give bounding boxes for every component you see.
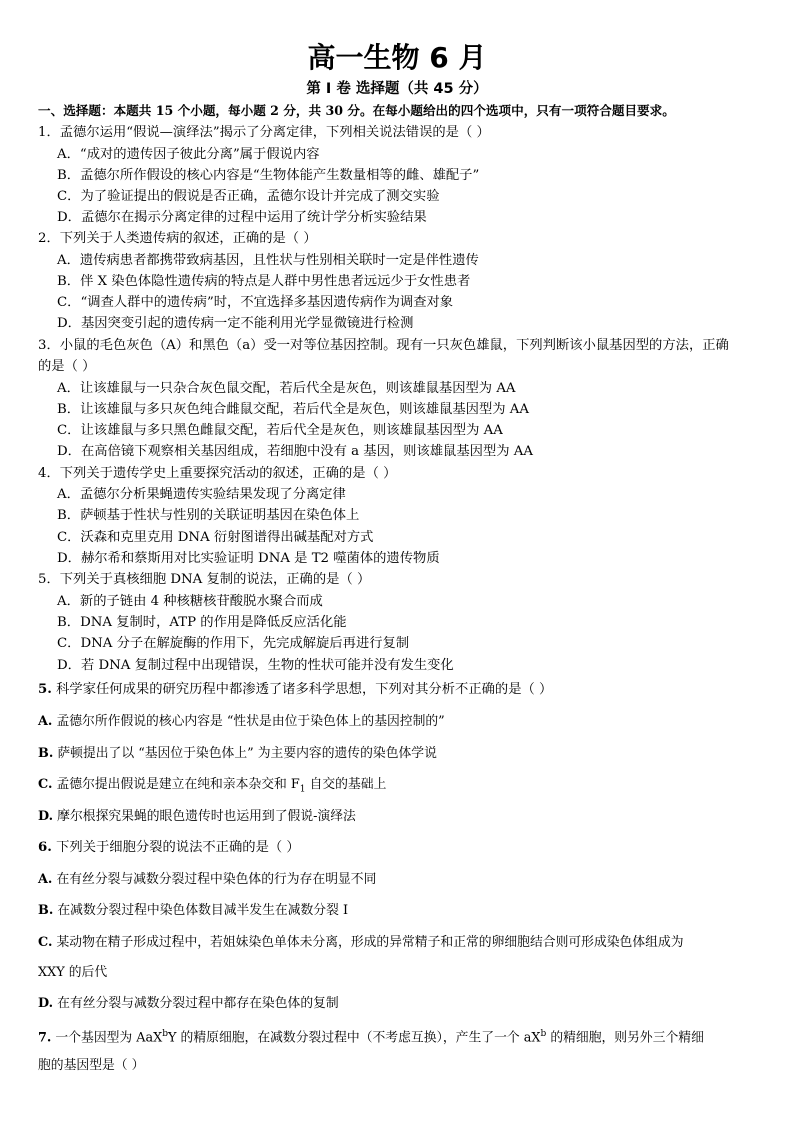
superscript: b bbox=[162, 1029, 169, 1039]
question-3-option-c: C．让该雄鼠与多只黑色雌鼠交配，若后代全是灰色，则该雄鼠基因型为 AA bbox=[57, 423, 503, 438]
question-6-option-a bbox=[38, 870, 376, 889]
question-6-option-c-continued: XXY 的后代 bbox=[38, 965, 108, 980]
superscript: b bbox=[540, 1029, 547, 1039]
question-1-stem: 1．孟德尔运用“假说—演绎法”揭示了分离定律，下列相关说法错误的是（ ） bbox=[38, 125, 490, 140]
question-7-stem bbox=[38, 1025, 704, 1047]
question-4-option-d: D．赫尔希和蔡斯用对比实验证明 DNA 是 T2 噬菌体的遗传物质 bbox=[57, 551, 440, 566]
question-1-option-d: D．孟德尔在揭示分离定律的过程中运用了统计学分析实验结果 bbox=[57, 210, 427, 225]
question-4-option-a: A．孟德尔分析果蝇遗传实验结果发现了分离定律 bbox=[57, 487, 346, 502]
question-5b-stem bbox=[38, 680, 552, 699]
question-text-mid: Y 的精原细胞，在减数分裂过程中（不考虑互换），产生了一个 aX bbox=[168, 1030, 541, 1046]
page-title: 高一生物 6 月 bbox=[307, 41, 487, 74]
question-6-option-c bbox=[38, 933, 684, 952]
option-letter: D. bbox=[38, 996, 54, 1011]
option-text: 在有丝分裂与减数分裂过程中都存在染色体的复制 bbox=[53, 996, 339, 1011]
question-text: 科学家任何成果的研究历程中都渗透了诸多科学思想，下列对其分析不正确的是（ ） bbox=[51, 682, 553, 697]
option-letter: C. bbox=[38, 777, 53, 792]
question-text: 一个基因型为 AaX bbox=[51, 1030, 163, 1046]
option-text: 某动物在精子形成过程中，若姐妹染色单体未分离，形成的异常精子和正常的卵细胞结合则可形成染色体组成为 bbox=[52, 935, 684, 950]
question-5b-option-c bbox=[38, 775, 386, 800]
option-text: 萨顿提出了以 “基因位于染色体上” 为主要内容的遗传的染色体学说 bbox=[53, 746, 437, 761]
question-2-option-d: D．基因突变引起的遗传病一定不能利用光学显微镜进行检测 bbox=[57, 316, 414, 331]
option-text: 在有丝分裂与减数分裂过程中染色体的行为存在明显不同 bbox=[52, 872, 377, 887]
question-6-stem bbox=[38, 838, 300, 857]
question-6-option-b bbox=[38, 901, 348, 920]
option-text: 在减数分裂过程中染色体数目减半发生在减数分裂 I bbox=[53, 903, 349, 918]
question-3-option-a: A．让该雄鼠与一只杂合灰色鼠交配，若后代全是灰色，则该雄鼠基因型为 AA bbox=[57, 381, 516, 396]
question-3-stem-continued: 的是（ ） bbox=[38, 359, 96, 374]
question-text-end: 的精细胞，则另外三个精细 bbox=[546, 1030, 704, 1046]
question-7-stem-continued: 胞的基因型是（ ） bbox=[38, 1058, 145, 1073]
question-5a-option-d: D．若 DNA 复制过程中出现错误，生物的性状可能并没有发生变化 bbox=[57, 658, 454, 673]
option-letter: B. bbox=[38, 903, 54, 918]
question-5b-option-b bbox=[38, 744, 437, 763]
question-5b-option-a bbox=[38, 712, 445, 731]
option-text-end: 自交的基础上 bbox=[305, 777, 387, 792]
question-5a-option-b: B．DNA 复制时，ATP 的作用是降低反应活化能 bbox=[57, 615, 347, 630]
question-4-option-c: C．沃森和克里克用 DNA 衍射图谱得出碱基配对方式 bbox=[57, 530, 374, 545]
option-letter: B. bbox=[38, 746, 54, 761]
option-letter: D. bbox=[38, 809, 54, 824]
question-5a-option-c: C．DNA 分子在解旋酶的作用下，先完成解旋后再进行复制 bbox=[57, 636, 410, 651]
option-text: 摩尔根探究果蝇的眼色遗传时也运用到了假说-演绎法 bbox=[53, 809, 356, 824]
question-number: 6. bbox=[38, 840, 52, 855]
question-3-stem: 3．小鼠的毛色灰色（A）和黑色（a）受一对等位基因控制。现有一只灰色雄鼠，下列判断该小鼠基因型的方法，正确 bbox=[38, 338, 729, 353]
option-letter: A. bbox=[38, 872, 53, 887]
question-5b-option-d bbox=[38, 807, 356, 826]
section-heading: 第 Ⅰ 卷 选择题（共 45 分） bbox=[306, 81, 488, 97]
question-2-option-b: B．伴 X 染色体隐性遗传病的特点是人群中男性患者远远少于女性患者 bbox=[57, 274, 471, 289]
section-instructions: 一、选择题：本题共 15 个小题，每小题 2 分，共 30 分。在每小题给出的四个选项中，只有一项符合题目要求。 bbox=[38, 103, 675, 118]
question-1-option-c: C．为了验证提出的假说是否正确，孟德尔设计并完成了测交实验 bbox=[57, 189, 440, 204]
option-letter: C. bbox=[38, 935, 53, 950]
question-5a-stem: 5．下列关于真核细胞 DNA 复制的说法，正确的是（ ） bbox=[38, 572, 371, 587]
question-2-option-c: C．“调查人群中的遗传病”时，不宜选择多基因遗传病作为调查对象 bbox=[57, 295, 454, 310]
question-number: 5. bbox=[38, 682, 52, 697]
question-4-option-b: B．萨顿基于性状与性别的关联证明基因在染色体上 bbox=[57, 508, 360, 523]
subscript: 1 bbox=[299, 784, 306, 795]
question-3-option-d: D．在高倍镜下观察相关基因组成，若细胞中没有 a 基因，则该雄鼠基因型为 AA bbox=[57, 444, 533, 459]
question-4-stem: 4．下列关于遗传学史上重要探究活动的叙述，正确的是（ ） bbox=[38, 466, 397, 481]
question-3-option-b: B．让该雄鼠与多只灰色纯合雌鼠交配，若后代全是灰色，则该雄鼠基因型为 AA bbox=[57, 402, 529, 417]
question-5a-option-a: A．新的子链由 4 种核糖核苷酸脱水聚合而成 bbox=[57, 594, 323, 609]
question-text: 下列关于细胞分裂的说法不正确的是（ ） bbox=[51, 840, 300, 855]
option-text: 孟德尔所作假说的核心内容是 “性状是由位于染色体上的基因控制的” bbox=[52, 714, 445, 729]
question-2-stem: 2．下列关于人类遗传病的叙述，正确的是（ ） bbox=[38, 231, 317, 246]
question-1-option-b: B．孟德尔所作假设的核心内容是“生物体能产生数量相等的雌、雄配子” bbox=[57, 168, 480, 183]
question-6-option-d bbox=[38, 994, 339, 1013]
question-2-option-a: A．遗传病患者都携带致病基因，且性状与性别相关联时一定是伴性遗传 bbox=[57, 253, 479, 268]
question-1-option-a: A．“成对的遗传因子彼此分离”属于假说内容 bbox=[57, 147, 320, 162]
option-text: 孟德尔提出假说是建立在纯和亲本杂交和 F bbox=[52, 777, 300, 792]
question-number: 7. bbox=[38, 1030, 52, 1046]
option-letter: A. bbox=[38, 714, 53, 729]
